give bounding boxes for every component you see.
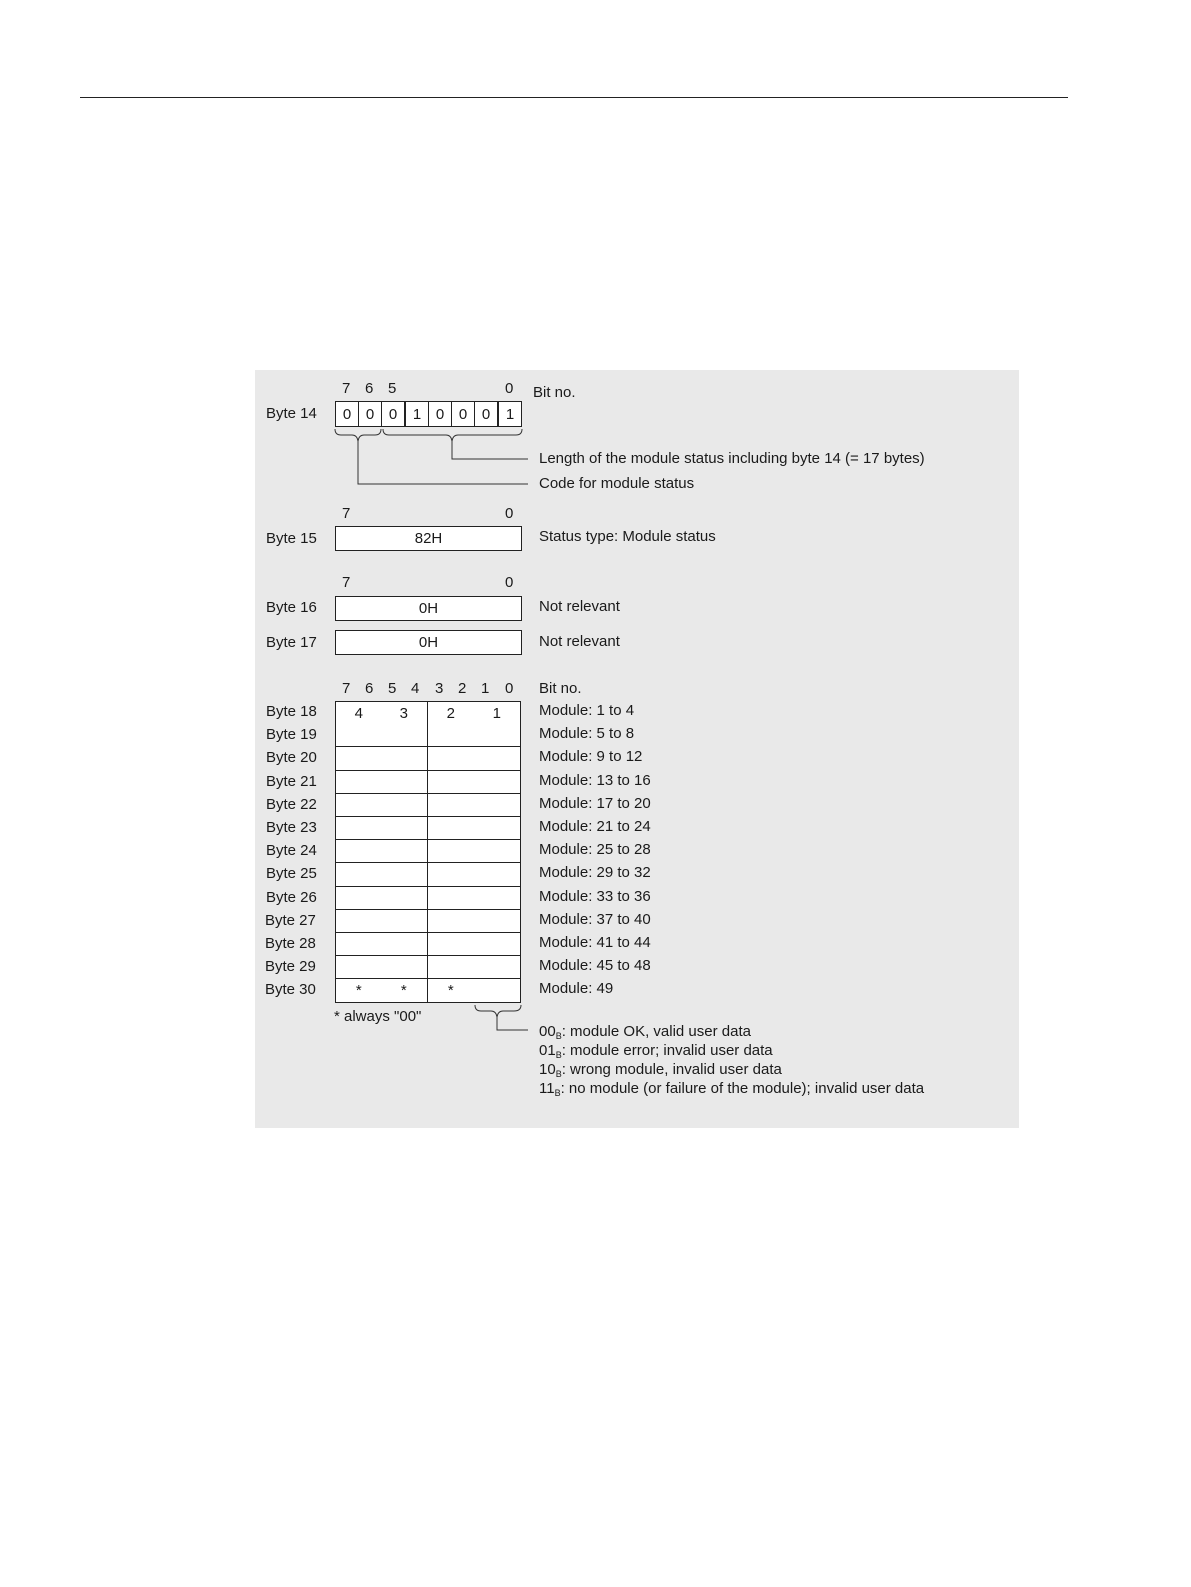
byte17-label: Byte 17 [266, 634, 317, 651]
module-bit-pair-cell [474, 887, 521, 910]
byte14-label: Byte 14 [266, 405, 317, 422]
module-bit-pair-cell [428, 887, 475, 910]
module-bit-pair-cell [335, 933, 383, 956]
module-bit-pair-cell: * [428, 979, 475, 1002]
module-bit-pair-cell: 4 [335, 701, 383, 725]
byte-row-label: Byte 25 [266, 865, 317, 883]
module-range-description: Module: 33 to 36 [539, 887, 651, 905]
module-bit-pair-cell [428, 910, 475, 933]
byte14-bit-6: 0 [358, 401, 382, 427]
module-bit-pair-cell [474, 863, 521, 886]
byte14-bit-3: 0 [428, 401, 452, 427]
module-bit-pair-cell [335, 817, 383, 840]
module-range-description: Module: 37 to 40 [539, 910, 651, 928]
bit-no-label: Bit no. [533, 384, 576, 401]
module-range-description: Module: 13 to 16 [539, 771, 651, 789]
module-bit-pair-cell [335, 771, 383, 794]
module-bit-pair-cell [428, 817, 475, 840]
legend-item-00: $00_B$: module OK, valid user data [539, 1023, 751, 1041]
module-bit-pair-cell [335, 747, 383, 770]
byte17-description: Not relevant [539, 633, 620, 650]
module-range-description: Module: 17 to 20 [539, 794, 651, 812]
byte15-value-box: 82H [335, 526, 522, 551]
byte-row-label: Byte 27 [265, 911, 316, 929]
byte-row-label: Byte 22 [266, 795, 317, 813]
legend-item-11: $11_B$: no module (or failure of the module); invalid user data [539, 1080, 925, 1098]
module-bit-pair-cell [474, 794, 521, 817]
annot-code: Code for module status [539, 475, 695, 492]
module-bit-pair-cell [474, 747, 521, 770]
module-bit-pair-cell [428, 840, 475, 863]
module-bit-pair-cell [381, 910, 428, 933]
module-bit-pair-cell [335, 724, 383, 747]
bit-header-5: 5 [388, 380, 397, 397]
legend-item-01: $01_B$: module error; invalid user data [539, 1042, 773, 1060]
module-range-description: Module: 45 to 48 [539, 957, 651, 975]
module-bit-pair-cell [428, 747, 475, 770]
module-bit-pair-cell [474, 817, 521, 840]
bit-header-6: 6 [365, 380, 374, 397]
annot-length: Length of the module status including byte 14 (= 17 bytes) [539, 450, 925, 467]
byte16-value-box: 0H [335, 596, 522, 621]
byte15-label: Byte 15 [266, 530, 317, 547]
table-bit-4: 4 [411, 680, 420, 697]
module-range-description: Module: 21 to 24 [539, 818, 651, 835]
module-bit-pair-cell: 1 [474, 701, 521, 725]
module-bit-pair-cell [474, 933, 521, 956]
module-range-description: Module: 29 to 32 [539, 864, 651, 882]
module-bit-pair-cell [428, 771, 475, 794]
byte-row-label: Byte 30 [265, 981, 316, 999]
module-bit-pair-cell [381, 747, 428, 770]
module-bit-pair-cell [335, 840, 383, 863]
module-bit-pair-cell [335, 956, 383, 979]
module-bit-pair-cell [474, 724, 521, 747]
table-bit-6: 6 [365, 680, 374, 697]
byte-row-label: Byte 19 [266, 726, 317, 744]
byte14-bit-0: 1 [498, 401, 522, 427]
module-bit-pair-cell [428, 794, 475, 817]
module-range-description: Module: 41 to 44 [539, 934, 651, 951]
module-bit-pair-cell [335, 863, 383, 886]
module-bit-pair-cell [381, 840, 428, 863]
byte-row-label: Byte 21 [266, 772, 317, 790]
byte15-bit-high: 7 [342, 505, 351, 522]
module-bit-pair-cell [381, 817, 428, 840]
module-bit-pair-cell [428, 933, 475, 956]
table-bit-0: 0 [505, 680, 514, 697]
table-bit-2: 2 [458, 680, 467, 697]
module-bit-pair-cell [381, 863, 428, 886]
byte-row-label: Byte 29 [265, 958, 316, 976]
byte14-bit-1: 0 [474, 401, 498, 427]
module-range-description: Module: 9 to 12 [539, 748, 643, 766]
module-bit-pair-cell [428, 863, 475, 886]
bit-header-0: 0 [505, 380, 514, 397]
byte-row-label: Byte 18 [266, 703, 317, 720]
byte14-bit-4: 1 [405, 401, 429, 427]
module-bit-pair-cell [381, 724, 428, 747]
module-bit-pair-cell [381, 887, 428, 910]
module-range-description: Module: 49 [539, 980, 614, 998]
byte-row-label: Byte 26 [266, 888, 317, 906]
module-bit-pair-cell: * [335, 979, 383, 1002]
module-bit-pair-cell: * [381, 979, 428, 1002]
table-bit-5: 5 [388, 680, 397, 697]
module-bit-pair-cell: 3 [381, 701, 428, 725]
bit-header-7: 7 [342, 380, 351, 397]
module-bit-pair-cell [474, 771, 521, 794]
byte-row-label: Byte 23 [266, 819, 317, 836]
byte-row-label: Byte 28 [265, 935, 316, 952]
module-bit-pair-cell [428, 724, 475, 747]
byte17-value-box: 0H [335, 630, 522, 655]
module-bit-pair-cell [381, 933, 428, 956]
footnote-always-00: * always "00" [334, 1008, 422, 1025]
legend-item-10: $10_B$: wrong module, invalid user data [539, 1061, 782, 1079]
module-bit-pair-cell [474, 979, 521, 1002]
module-bit-pair-cell [474, 840, 521, 863]
byte14-bit-7: 0 [335, 401, 359, 427]
module-bit-pair-cell [381, 794, 428, 817]
module-range-description: Module: 5 to 8 [539, 725, 635, 743]
module-range-description: Module: 25 to 28 [539, 841, 651, 859]
table-bit-7: 7 [342, 680, 351, 697]
module-bit-pair-cell [381, 956, 428, 979]
module-range-description: Module: 1 to 4 [539, 702, 635, 719]
module-bit-pair-cell [474, 910, 521, 933]
byte14-bit-2: 0 [451, 401, 475, 427]
byte-row-label: Byte 20 [266, 749, 317, 767]
byte16-description: Not relevant [539, 598, 620, 615]
byte16-label: Byte 16 [266, 599, 317, 616]
module-bit-pair-cell [335, 910, 383, 933]
header-rule [80, 97, 1068, 98]
module-bit-pair-cell [335, 887, 383, 910]
module-bit-pair-cell: 2 [428, 701, 475, 725]
byte16-bit-high: 7 [342, 574, 351, 591]
byte14-bit-5: 0 [381, 401, 405, 427]
table-bit-3: 3 [435, 680, 444, 697]
module-bit-pair-cell [428, 956, 475, 979]
module-bit-pair-cell [381, 771, 428, 794]
module-bit-pair-cell [335, 794, 383, 817]
table-bit-1: 1 [481, 680, 490, 697]
byte-row-label: Byte 24 [266, 842, 317, 860]
module-bit-pair-cell [474, 956, 521, 979]
byte15-description: Status type: Module status [539, 528, 716, 545]
byte16-bit-low: 0 [505, 574, 514, 591]
table-bit-no-label: Bit no. [539, 680, 582, 697]
byte15-bit-low: 0 [505, 505, 514, 522]
